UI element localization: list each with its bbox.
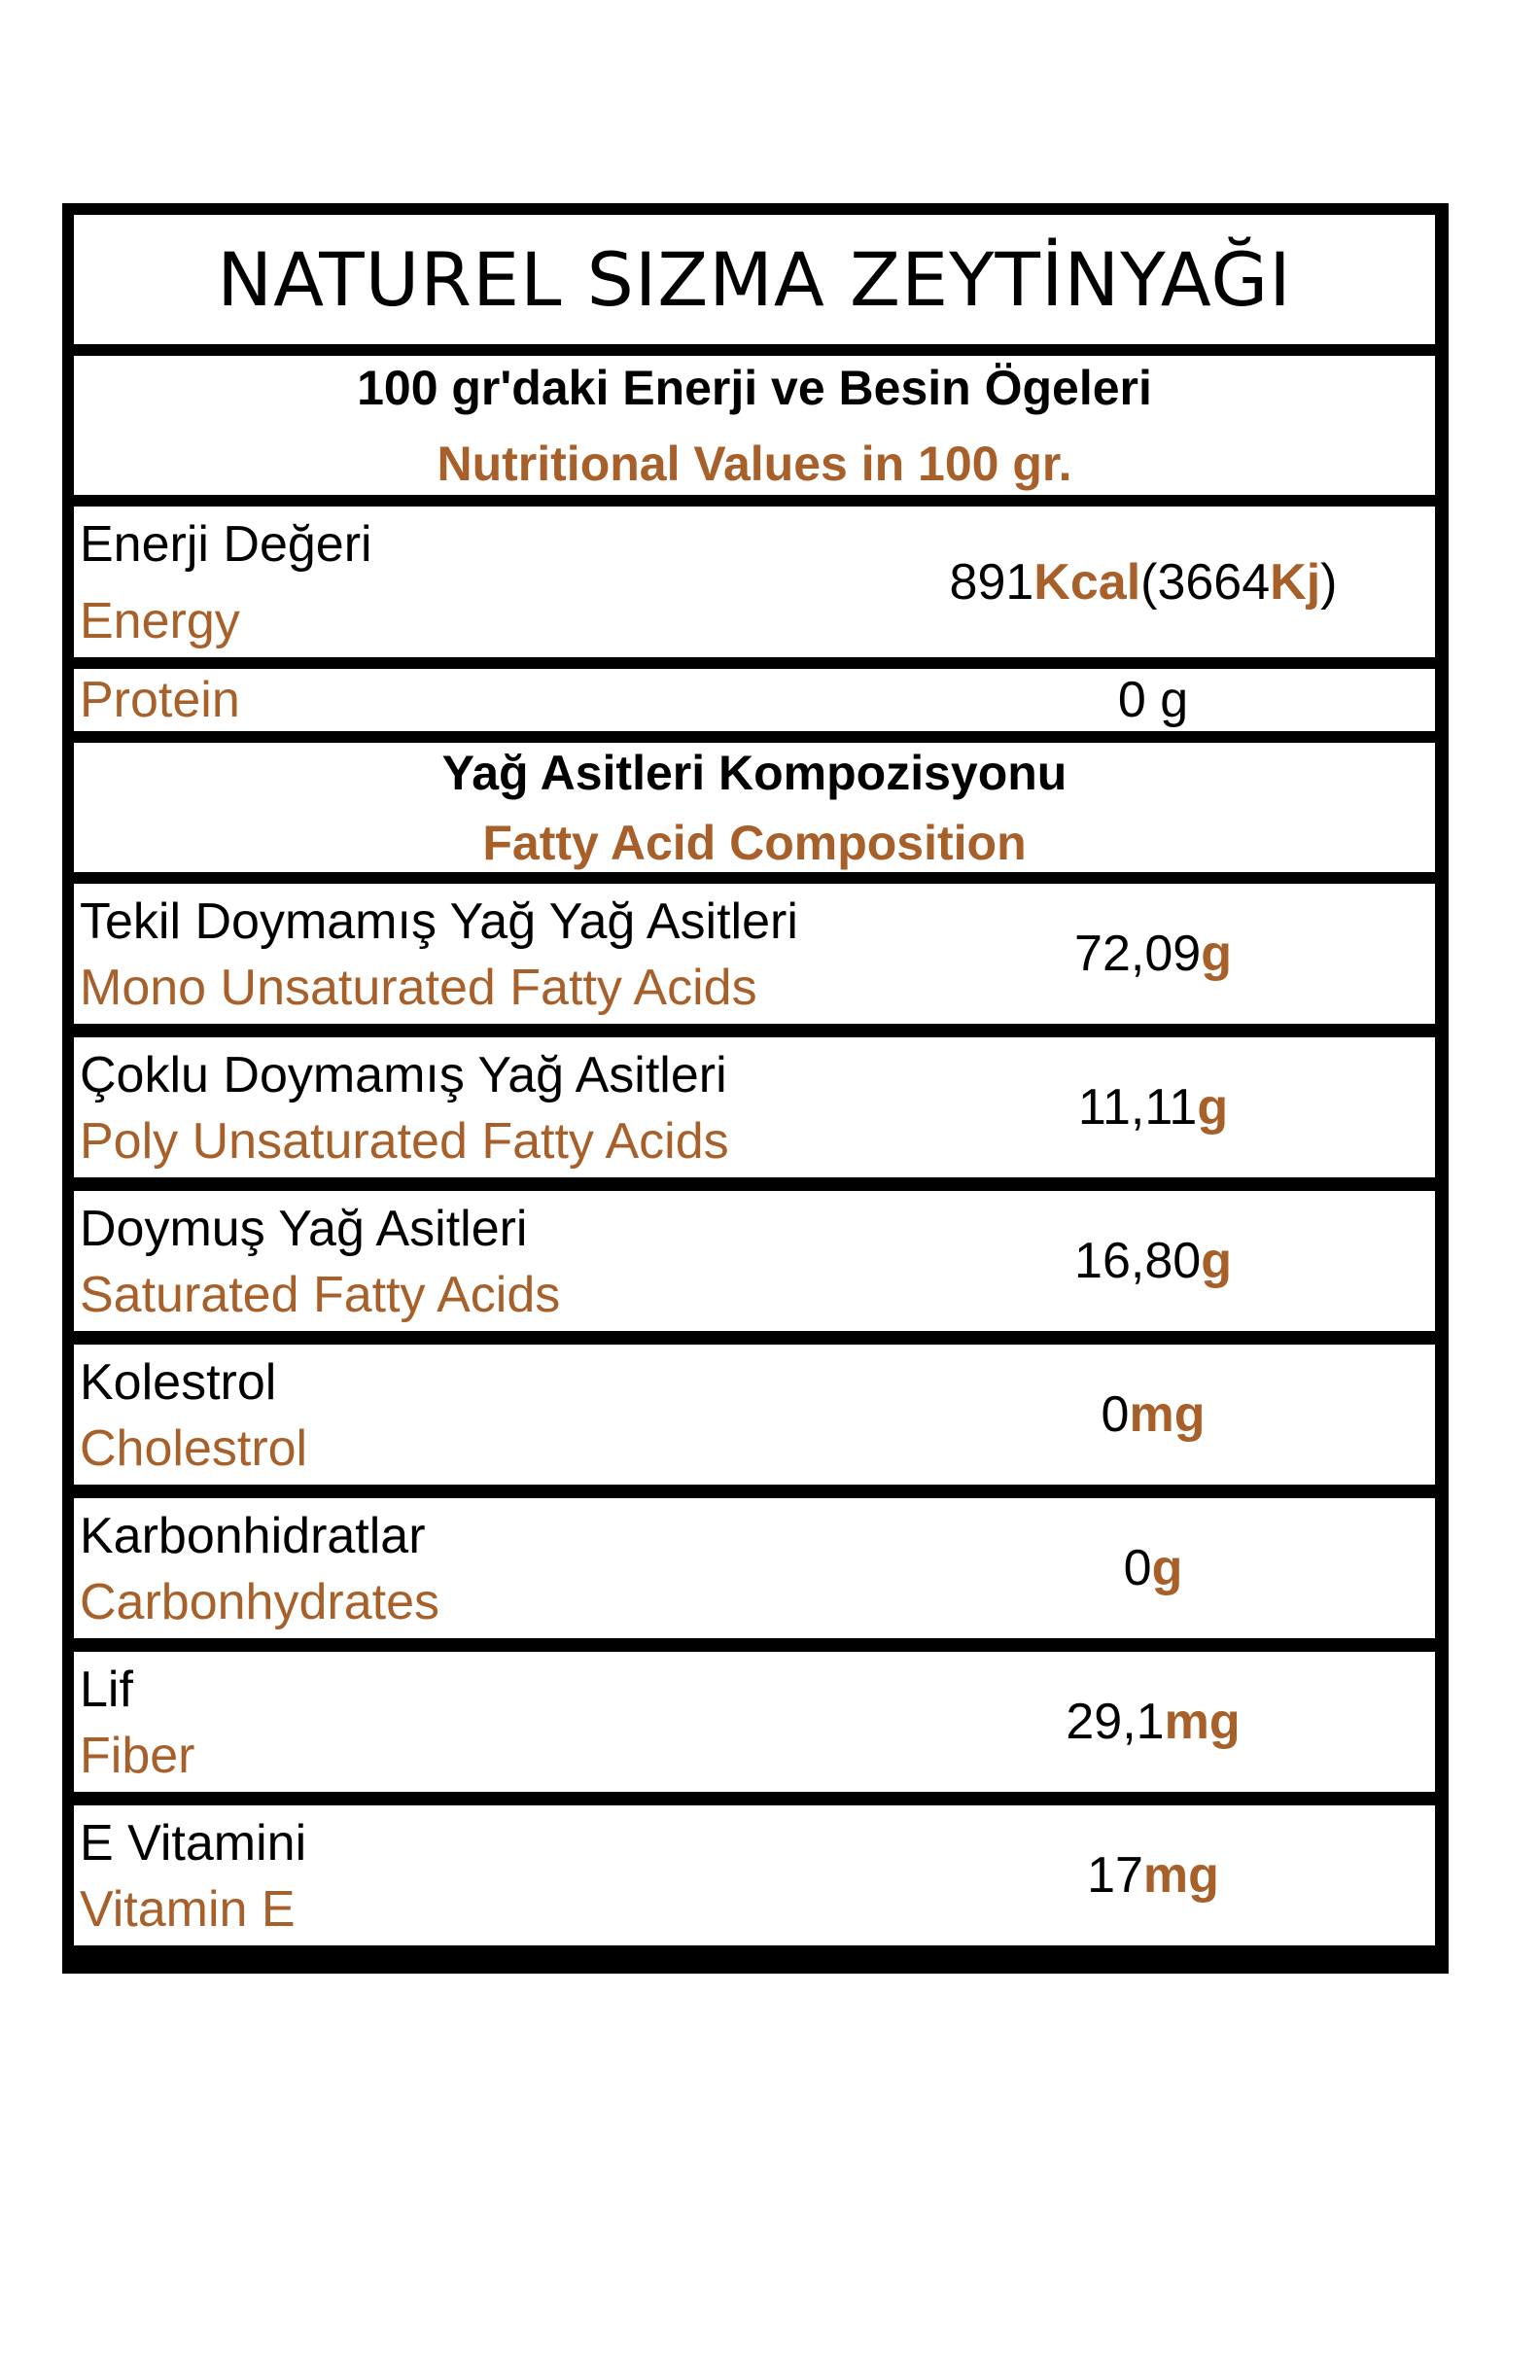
header-tr: 100 gr'daki Enerji ve Besin Ögeleri xyxy=(357,360,1152,415)
fatty-header-en: Fatty Acid Composition xyxy=(482,815,1027,870)
fatty-header-cell xyxy=(74,743,1435,872)
protein-row xyxy=(74,669,1435,731)
nutrient-unit: mg xyxy=(1142,1847,1219,1904)
nutrient-value xyxy=(929,1345,1377,1485)
nutrient-amount: 29,1 xyxy=(1066,1694,1165,1750)
nutrient-labels xyxy=(80,884,798,1024)
nutrient-amount: 72,09 xyxy=(1074,926,1202,982)
energy-close-paren: ) xyxy=(1320,553,1338,611)
nutrient-row xyxy=(74,884,1435,1024)
energy-kcal-unit: Kcal xyxy=(1033,553,1141,611)
header-cell xyxy=(74,356,1435,495)
nutrient-label-tr: Doymuş Yağ Asitleri xyxy=(80,1201,528,1257)
nutrient-label-tr: Çoklu Doymamış Yağ Asitleri xyxy=(80,1047,727,1103)
nutrient-value xyxy=(929,884,1377,1024)
nutrient-label-tr: Tekil Doymamış Yağ Yağ Asitleri xyxy=(80,893,798,950)
nutrient-amount: 0 xyxy=(1101,1386,1130,1443)
product-title: NATUREL SIZMA ZEYTİNYAĞI xyxy=(74,215,1435,344)
nutrient-value xyxy=(929,1498,1377,1638)
energy-label-en: Energy xyxy=(80,593,240,649)
nutrient-label-en: Fiber xyxy=(80,1728,195,1784)
nutrition-label xyxy=(62,203,1449,1974)
nutrient-row xyxy=(74,1191,1435,1331)
nutrient-row xyxy=(74,1805,1435,1945)
nutrient-labels xyxy=(80,1498,439,1638)
nutrient-unit: g xyxy=(1201,926,1232,982)
nutrient-unit: mg xyxy=(1164,1694,1241,1750)
protein-label: Protein xyxy=(80,672,240,728)
nutrient-labels xyxy=(80,1805,306,1945)
nutrient-label-en: Mono Unsaturated Fatty Acids xyxy=(80,960,757,1016)
nutrient-label-en: Poly Unsaturated Fatty Acids xyxy=(80,1113,729,1170)
nutrient-label-tr: E Vitamini xyxy=(80,1815,307,1872)
energy-row xyxy=(74,507,1435,657)
nutrient-unit: g xyxy=(1151,1540,1183,1596)
nutrient-label-en: Cholestrol xyxy=(80,1420,308,1477)
nutrient-value xyxy=(929,1652,1377,1792)
nutrient-labels xyxy=(80,1037,729,1177)
nutrient-unit: mg xyxy=(1129,1386,1206,1443)
energy-label-tr: Enerji Değeri xyxy=(80,516,372,573)
nutrient-amount: 11,11 xyxy=(1077,1079,1198,1136)
energy-kcal-value: 891 xyxy=(949,553,1034,611)
nutrient-label-tr: Kolestrol xyxy=(80,1354,277,1411)
nutrient-amount: 0 xyxy=(1123,1540,1152,1596)
energy-kj-unit: Kj xyxy=(1270,553,1321,611)
nutrient-row xyxy=(74,1345,1435,1485)
nutrient-label-en: Vitamin E xyxy=(80,1881,296,1938)
protein-value: 0 g xyxy=(1117,672,1189,728)
nutrient-unit: g xyxy=(1201,1233,1232,1289)
nutrient-labels xyxy=(80,1652,194,1792)
nutrient-value xyxy=(929,1191,1377,1331)
nutrient-row xyxy=(74,1652,1435,1792)
nutrient-row xyxy=(74,1037,1435,1177)
nutrient-label-en: Saturated Fatty Acids xyxy=(80,1267,561,1323)
header-en: Nutritional Values in 100 gr. xyxy=(437,436,1072,491)
nutrient-value xyxy=(929,1037,1377,1177)
nutrient-amount: 17 xyxy=(1087,1847,1143,1904)
fatty-header-tr: Yağ Asitleri Kompozisyonu xyxy=(441,745,1068,800)
energy-value xyxy=(852,507,1435,657)
nutrient-row xyxy=(74,1498,1435,1638)
nutrient-labels xyxy=(80,1345,307,1485)
energy-kj-value: (3664 xyxy=(1140,553,1271,611)
energy-labels xyxy=(80,507,372,657)
nutrient-label-en: Carbonhydrates xyxy=(80,1574,439,1630)
nutrient-label-tr: Karbonhidratlar xyxy=(80,1508,426,1564)
nutrient-amount: 16,80 xyxy=(1074,1233,1202,1289)
nutrient-value xyxy=(929,1805,1377,1945)
nutrient-label-tr: Lif xyxy=(80,1662,133,1718)
nutrient-unit: g xyxy=(1197,1079,1229,1136)
nutrient-labels xyxy=(80,1191,560,1331)
